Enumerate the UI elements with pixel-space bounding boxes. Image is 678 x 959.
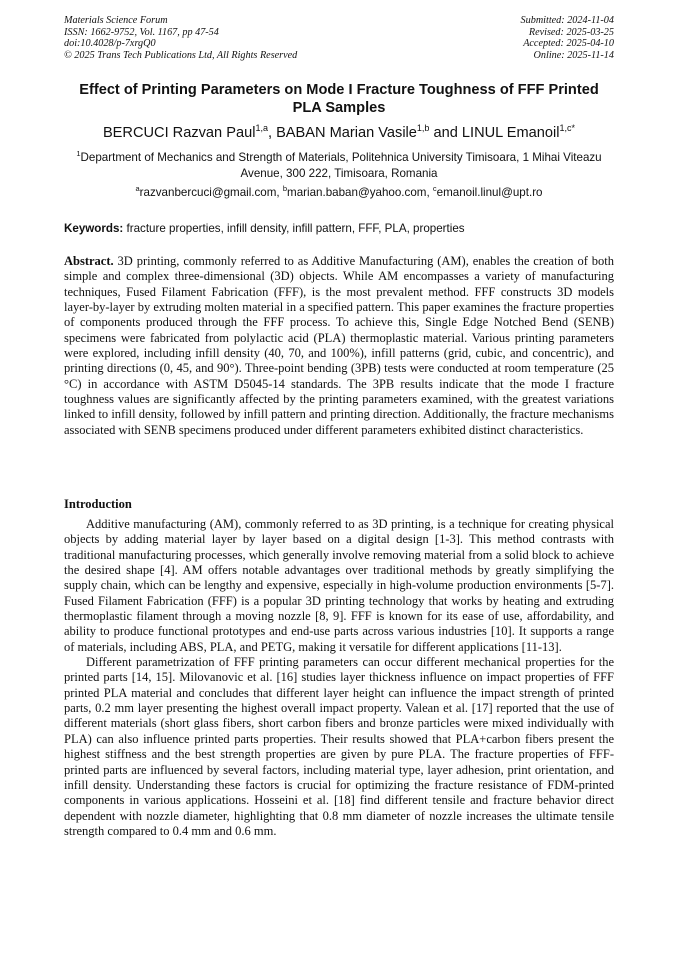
paper-title: Effect of Printing Parameters on Mode I Fracture Toughness of FFF Printed PLA Samples [79,82,599,116]
online-date: Online: 2025-11-14 [533,49,614,61]
email-mark: c [432,184,437,194]
author-affil-mark: 1,c* [559,123,576,134]
affiliation-mark: 1 [76,149,81,159]
submitted-date: Submitted: 2024-11-04 [520,15,614,26]
email-link[interactable]: marian.baban@yahoo.com [287,186,427,199]
email-separator: , [276,186,283,199]
author-separator: and [429,125,462,141]
journal-name: Materials Science Forum [64,15,168,26]
author-name: BERCUCI Razvan Paul [102,125,256,141]
email-mark: a [135,184,140,194]
author-list [64,124,614,142]
abstract-label: Abstract. [64,254,114,268]
author-name: LINUL Emanoil [461,125,560,141]
author-affil-mark: 1,a [255,123,268,134]
abstract [64,254,614,438]
article-doi: doi:10.4028/p-7xrgQ0 [64,38,156,49]
affiliation [64,150,614,182]
author-name: BABAN Marian Vasile [276,125,417,141]
email-mark: b [282,184,288,194]
journal-issn: ISSN: 1662-9752, Vol. 1167, pp 47-54 [64,26,219,38]
paragraph: Additive manufacturing (AM), commonly referred to as 3D printing, is a technique for creating physical objects by adding material layer by layer based on a digital design [1-3]. This method contrasts with traditional manufacturing processes, which generally involve removing material from a solid block to achieve the desired shape [4]. AM offers notable advantages over traditional methods by greatly simplifying the supply chain, which can be lengthy and expensive, especially in high-volume production environments [5-7]. Fused Filament Fabrication (FFF) is a popular 3D printing technology that works by heating and extruding thermoplastic filament through a moving nozzle [8, 9]. FFF is known for its ease of use, affordability, and ability to produce functional prototypes and end-use parts across various industries [10]. It supports a range of materials, including ABS, PLA, and PETG, making it versatile for different applications [11-13]. [64,517,614,654]
accepted-date: Accepted: 2025-04-10 [523,38,614,49]
author-separator: , [267,125,277,141]
keywords [64,222,614,236]
introduction-body [64,517,614,839]
author-emails [64,186,614,200]
copyright-line: © 2025 Trans Tech Publications Ltd, All Rights Reserved [64,49,298,61]
author-affil-mark: 1,b [416,123,430,134]
email-separator: , [426,186,433,199]
abstract-text: 3D printing, commonly referred to as Additive Manufacturing (AM), enables the creation of both simple and complex three-dimensional (3D) objects. While AM encompasses a variety of manufacturing techniques, Fused Filament Fabrication (FFF), is the most prevalent method. FFF constructs 3D models layer-by-layer by extruding molten material in a specified pattern. This paper examines the fracture properties of components produced through the FFF process. To achieve this, Single Edge Notched Bend (SENB) specimens were fabricated from polylactic acid (PLA) thermoplastic material. Various printing parameters were explored, including infill density (40, 70, and 100%), infill patterns (grid, cubic, and concentric), and printing directions (0, 45, and 90°). Three-point bending (3PB) tests were conducted at room temperature (25 °C) in accordance with ASTM D5045-14 standards. The 3PB results indicate that the mode I fracture toughness values are significantly affected by the printing parameters examined, with the greatest variations linked to infill density, followed by infill pattern and printing direction. Additionally, the fracture mechanisms associated with SENB specimens produced under different parameters exhibited distinct characteristics. [64,254,614,437]
email-link[interactable]: emanoil.linul@upt.ro [436,186,543,199]
header-left [64,15,297,61]
paragraph: Different parametrization of FFF printing parameters can occur different mechanical properties for the printed parts [14, 15]. Milovanovic et al. [16] studies layer thickness influence on impact properties of FFF printed PLA material and concludes that different layer height can influence the impact strength of printed parts, 0.2 mm layer presenting the highest overall impact property. Valean et al. [17] reported that the use of different materials (short glass fibers, short carbon fibers and bronze particles were mixed individually with PLA) can also influence printed parts properties. Their results showed that PLA+carbon fibers present the highest stiffness and the best strength properties are given by pure PLA. The fracture properties of FFF-printed parts are influenced by several factors, including material type, layer adhesion, print orientation, and infill density. Understanding these factors is crucial for optimizing the fracture resistance of FDM-printed components in various applications. Hosseini et al. [18] find different tensile and fracture behavior direct dependent with nozzle diameter, highlighting that 0.8 mm diameter of nozzle increases the ultimate tensile strength compared to 0.4 mm and 0.6 mm. [64,655,614,838]
email-link[interactable]: razvanbercuci@gmail.com [139,186,277,199]
header-right [521,15,614,61]
keywords-text: fracture properties, infill density, infill pattern, FFF, PLA, properties [123,222,465,235]
affiliation-text: Department of Mechanics and Strength of Materials, Politehnica University Timisoara, 1 Mihai Viteazu Avenue, 300 222, Timisoara, Romania [80,151,602,180]
keywords-label: Keywords: [64,222,124,235]
section-heading-introduction: Introduction [64,497,132,511]
revised-date: Revised: 2025-03-25 [528,26,614,38]
